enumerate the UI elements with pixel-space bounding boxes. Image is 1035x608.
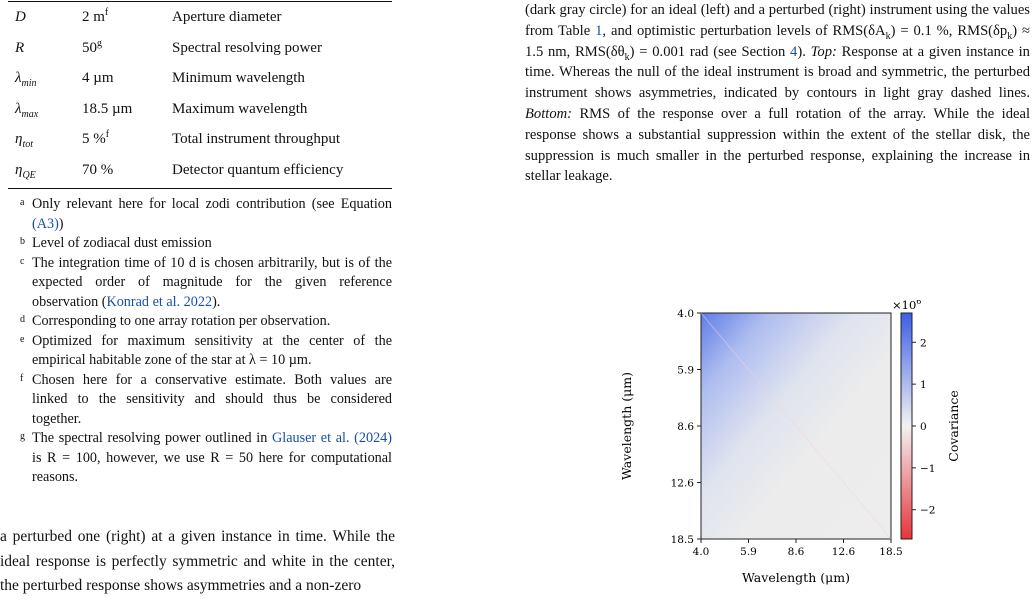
footnote-marker: f xyxy=(105,129,110,140)
table-note xyxy=(12,234,392,254)
param-symbol-subscript: min xyxy=(21,78,37,89)
note-text: The integration time of 10 d is chosen arbitrarily, but is of the expected order of magnitude for the given reference observation ( xyxy=(32,254,392,310)
param-symbol: $\lambda_{max}$ xyxy=(15,100,39,120)
colorbar-ticks xyxy=(912,337,935,516)
colorbar-multiplier: $\times 10^6$ xyxy=(892,300,922,312)
colorbar-tick-label: 2 xyxy=(920,337,927,350)
note-text: ) xyxy=(58,215,64,232)
colorbar-tick-label: −1 xyxy=(920,462,936,475)
table-ref-link[interactable]: 1 xyxy=(595,22,603,39)
param-value-text: 2 m xyxy=(82,9,105,25)
caption-subscript: k xyxy=(1007,30,1013,42)
param-value xyxy=(82,101,132,118)
table-note xyxy=(12,312,392,332)
x-tick-label: 5.9 xyxy=(740,546,757,558)
table-note xyxy=(12,371,392,430)
note-text: The spectral resolving power outlined in xyxy=(32,430,272,446)
caption-part: RMS of the response over a full rotation of the array. While the ideal response shows a substantial suppression within the extent of the stellar disk, the suppression is much smaller in the perturbed response, explaining the increase in stellar leakage. xyxy=(525,105,1030,185)
param-symbol: D xyxy=(15,9,26,25)
param-symbol-subscript: QE xyxy=(22,169,36,181)
param-value xyxy=(82,162,113,179)
param-symbol: $\lambda_{min}$ xyxy=(15,70,37,89)
figure-caption xyxy=(525,0,1030,187)
param-value xyxy=(82,70,114,87)
param-value xyxy=(82,131,109,148)
table-row xyxy=(0,5,500,29)
caption-part: ) ≈ 1.5 nm, RMS(δθ xyxy=(525,22,1030,60)
x-axis-label: Wavelength (μm) xyxy=(742,570,850,585)
table-note xyxy=(12,254,392,313)
param-description: Minimum wavelength xyxy=(172,70,305,86)
param-description: Aperture diameter xyxy=(172,9,282,25)
table-row xyxy=(0,36,500,60)
table-note xyxy=(12,332,392,371)
param-value-text: 18.5 µm xyxy=(82,100,133,117)
param-value-text: 5 % xyxy=(82,131,106,147)
table-row xyxy=(0,158,500,182)
y-tick-label: 12.6 xyxy=(670,477,694,490)
table-notes xyxy=(12,195,392,488)
note-marker: b xyxy=(20,236,25,247)
covariance-heatmap-chart xyxy=(590,300,990,600)
table-top-rule xyxy=(8,1,392,2)
x-tick-label: 18.5 xyxy=(879,546,903,558)
colorbar-tick-label: 0 xyxy=(920,421,927,433)
table-row xyxy=(0,127,500,151)
note-marker: d xyxy=(20,314,25,325)
colorbar xyxy=(901,313,912,539)
y-axis-label: Wavelength (μm) xyxy=(619,372,634,480)
param-description: Detector quantum efficiency xyxy=(172,161,344,178)
caption-part: ). xyxy=(797,43,811,60)
param-symbol-subscript: max xyxy=(21,108,39,120)
table-row xyxy=(0,66,500,90)
colorbar-label: Covariance xyxy=(946,390,961,462)
caption-part: Response at a given instance in time. Whereas the null of the ideal instrument is broad and symmetric, the perturbed instrument shows asymmetries, indicated by contours in light gray dashed lines. xyxy=(525,43,1030,102)
note-text: Optimized for maximum sensitivity at the center of the empirical habitable zone of the star at λ = 10 µm. xyxy=(32,332,392,368)
y-axis-ticks xyxy=(671,308,701,546)
x-tick-label: 12.6 xyxy=(831,546,856,558)
colorbar-tick-label: −2 xyxy=(920,504,936,517)
note-marker: f xyxy=(20,372,24,384)
note-text: Only relevant here for local zodi contribution (see Equation xyxy=(32,196,392,212)
colorbar-tick-label: 1 xyxy=(920,379,927,392)
param-value-text: 70 % xyxy=(82,161,114,178)
param-symbol: $\eta_{QE}$ xyxy=(15,161,36,181)
table-note xyxy=(12,429,392,488)
caption-part: (dark gray circle) for an ideal (left) and a perturbed (right) instrument using the values from Table xyxy=(525,2,1030,39)
x-tick-label: 8.6 xyxy=(787,546,805,558)
citation-link[interactable]: (A3) xyxy=(32,215,59,232)
body-text: a perturbed one (right) at a given instance in time. While the ideal response is perfectly symmetric and white in the center, the perturbed response shows asymmetries and a non-zero xyxy=(0,528,395,594)
caption-bottom-label: Bottom: xyxy=(525,105,573,122)
note-text: is R = 100, however, we use R = 50 here for computational reasons. xyxy=(32,449,392,485)
param-symbol: $\eta_{tot}$ xyxy=(15,131,34,150)
caption-part: ) = 0.1 %, RMS(δp xyxy=(890,22,1008,39)
footnote-marker: g xyxy=(97,37,102,49)
note-text: Chosen here for a conservative estimate. Both values are linked to the sensitivity and should thus be considered together. xyxy=(32,371,392,427)
param-value-text: 4 µm xyxy=(82,70,114,86)
caption-subscript: k xyxy=(624,51,630,63)
param-symbol-subscript: tot xyxy=(22,139,34,150)
y-tick-label: 18.5 xyxy=(670,534,694,546)
note-text: ). xyxy=(212,293,221,310)
table-row xyxy=(0,97,500,121)
table-bottom-rule xyxy=(8,188,392,189)
param-description: Spectral resolving power xyxy=(172,39,322,56)
caption-part: ) = 0.001 rad (see Section xyxy=(629,43,791,60)
footnote-marker: f xyxy=(104,7,109,18)
note-text: Corresponding to one array rotation per observation. xyxy=(32,313,331,329)
note-marker: g xyxy=(20,431,25,442)
param-value-text: 50 xyxy=(82,39,97,56)
param-value xyxy=(82,37,102,57)
y-tick-label: 8.6 xyxy=(677,421,694,433)
citation-link[interactable]: Glauser et al. (2024) xyxy=(272,430,392,446)
note-marker: e xyxy=(20,333,25,345)
y-tick-label: 5.9 xyxy=(677,364,694,377)
note-marker: a xyxy=(20,197,25,208)
section-ref-link[interactable]: 4 xyxy=(790,43,798,60)
caption-part: , and optimistic perturbation levels of RMS(δA xyxy=(602,22,886,39)
citation-link[interactable]: Konrad et al. 2022 xyxy=(106,293,213,310)
table-note xyxy=(12,195,392,234)
param-value xyxy=(82,9,108,26)
caption-subscript: k xyxy=(885,30,891,42)
param-description: Maximum wavelength xyxy=(172,100,308,117)
param-description: Total instrument throughput xyxy=(172,131,341,147)
param-symbol: R xyxy=(15,39,25,56)
x-tick-label: 4.0 xyxy=(692,546,710,558)
note-marker: c xyxy=(20,255,25,267)
caption-top-label: Top: xyxy=(810,43,837,60)
x-axis-ticks xyxy=(693,539,903,558)
y-tick-label: 4.0 xyxy=(677,308,694,320)
note-text: Level of zodiacal dust emission xyxy=(32,235,212,251)
